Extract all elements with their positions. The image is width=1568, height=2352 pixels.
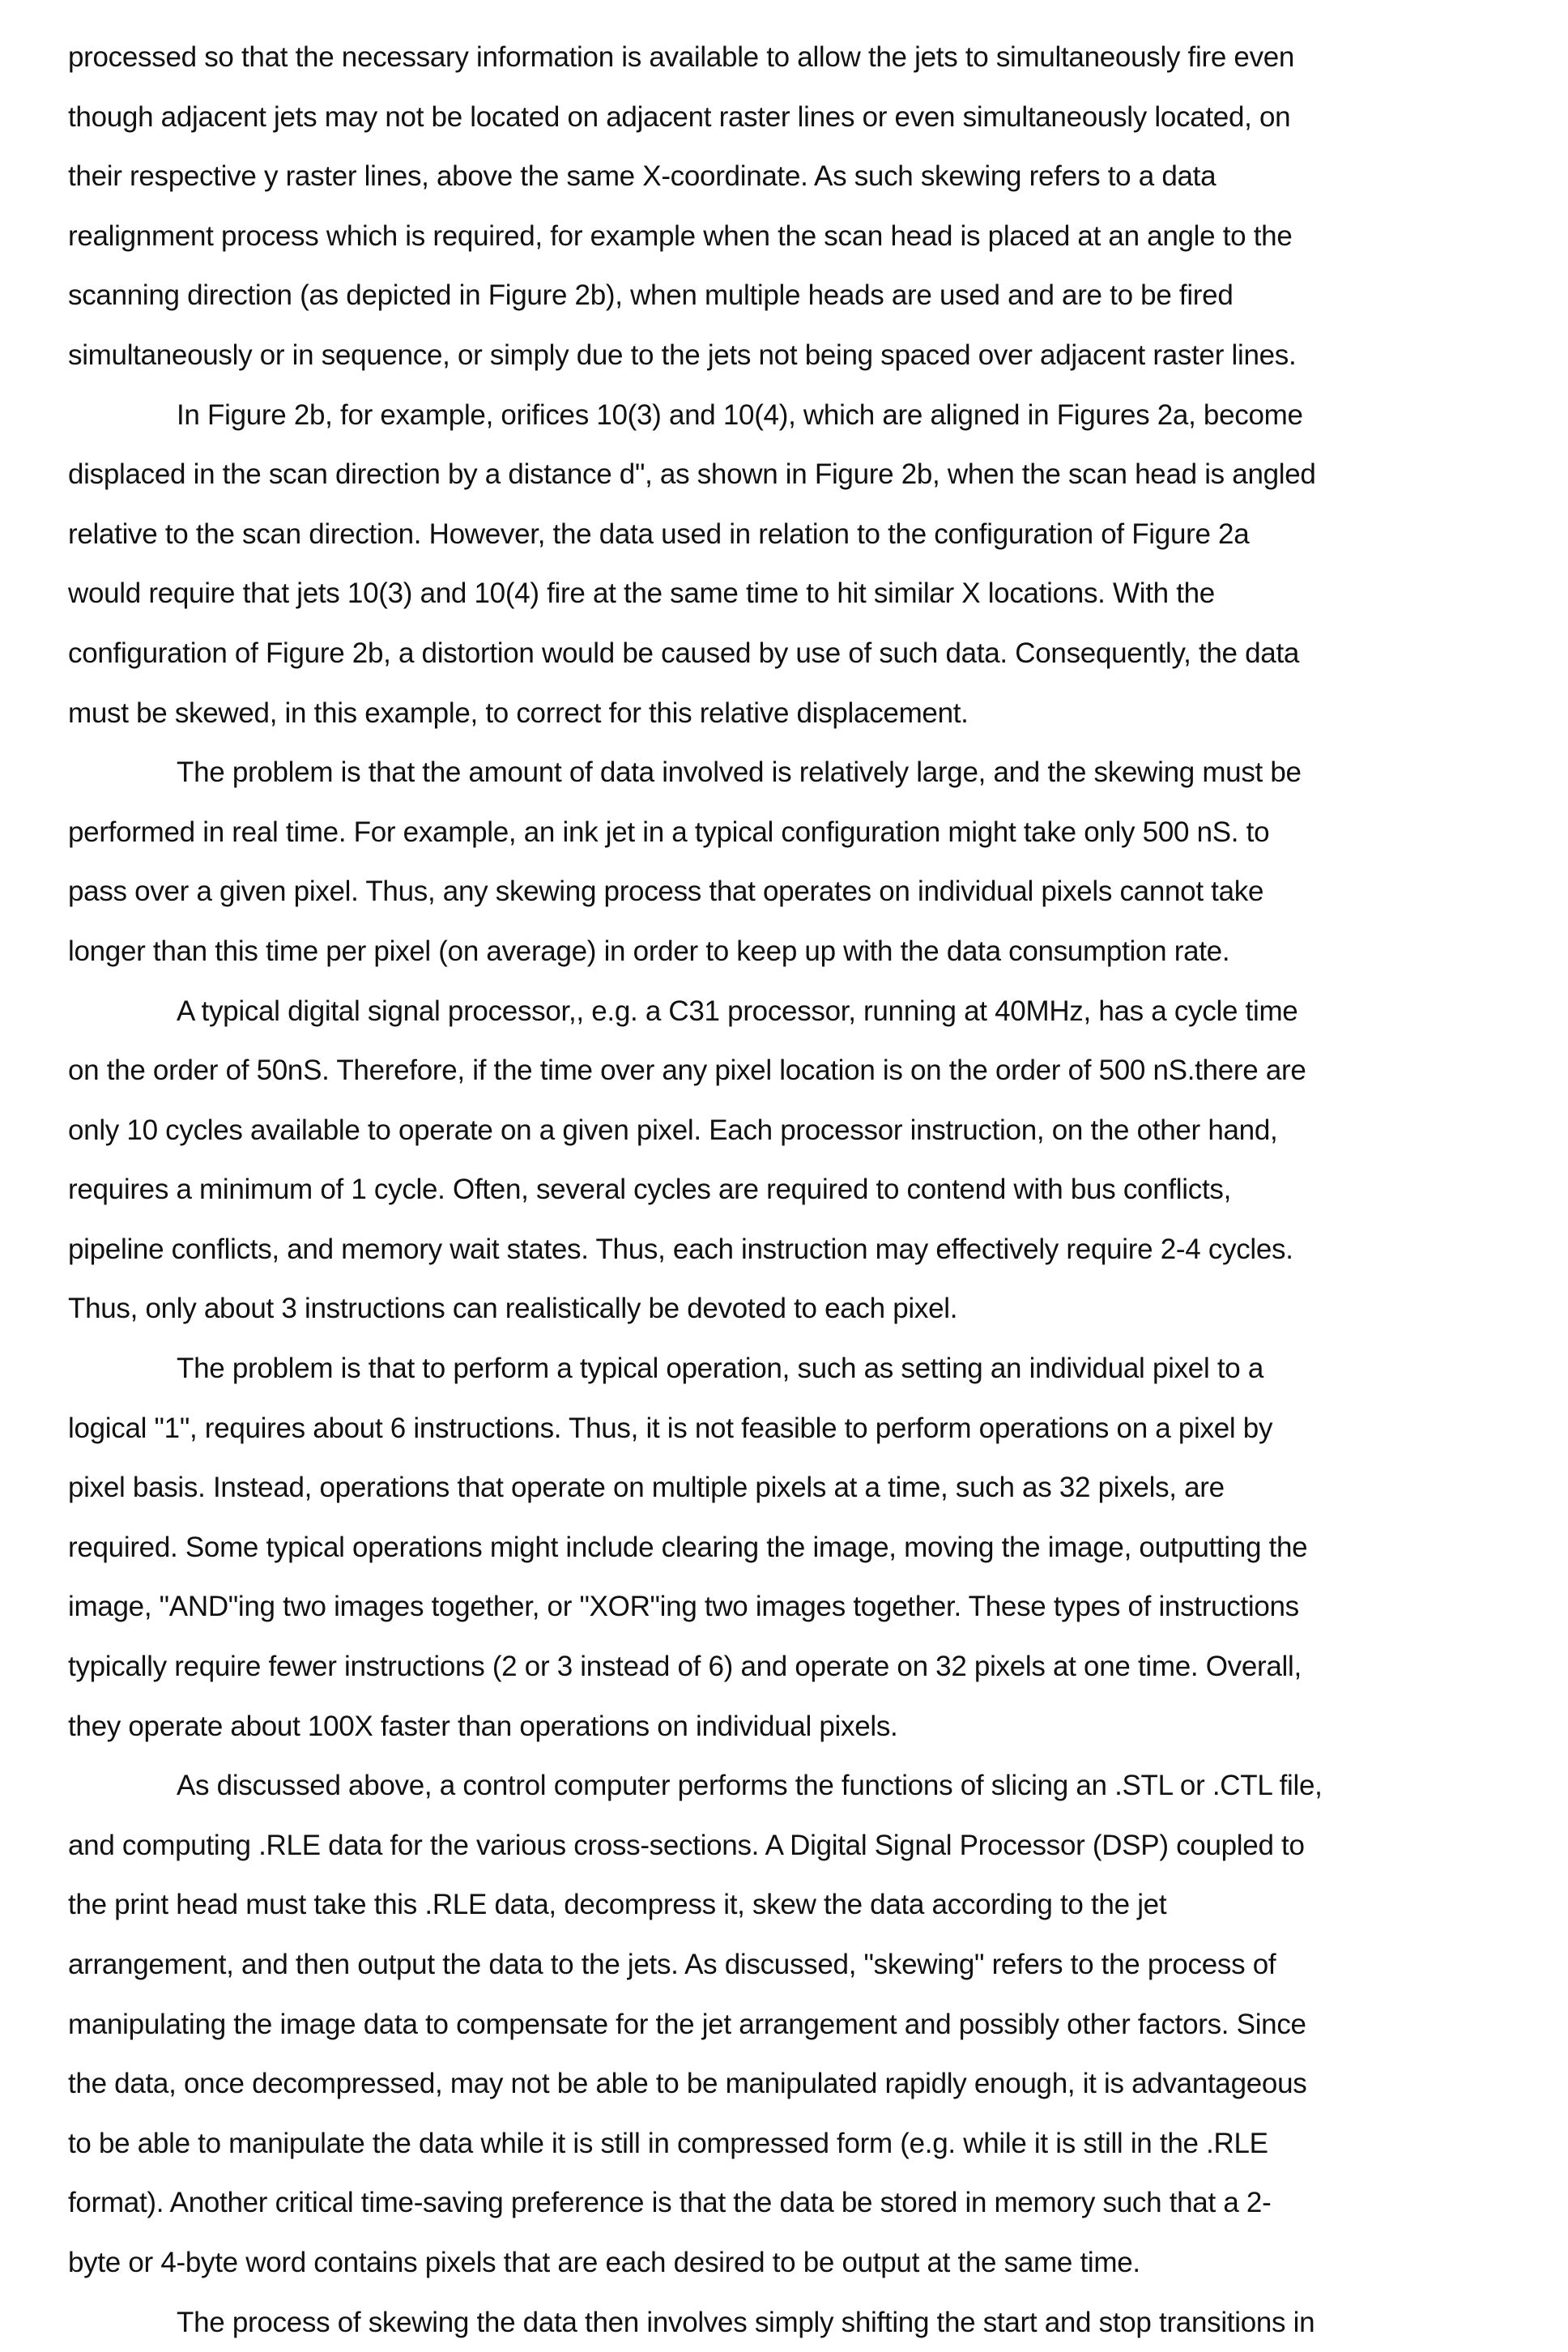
text-line: performed in real time. For example, an ink jet in a typical configuration might take only 500 nS. to	[68, 803, 1526, 863]
text-line: pipeline conflicts, and memory wait states. Thus, each instruction may effectively require 2-4 cycles.	[68, 1220, 1526, 1280]
text-line: simultaneously or in sequence, or simply due to the jets not being spaced over adjacent raster lines.	[68, 326, 1526, 386]
paragraph	[68, 982, 1526, 1340]
text-line: processed so that the necessary information is available to allow the jets to simultaneously fire even	[68, 28, 1526, 87]
document-body	[68, 28, 1526, 2352]
text-line: The process of skewing the data then involves simply shifting the start and stop transitions in	[68, 2293, 1526, 2352]
text-line: required. Some typical operations might include clearing the image, moving the image, outputting the	[68, 1518, 1526, 1578]
text-line: arrangement, and then output the data to the jets. As discussed, "skewing" refers to the process of	[68, 1935, 1526, 1995]
text-line: pass over a given pixel. Thus, any skewing process that operates on individual pixels cannot take	[68, 862, 1526, 922]
text-line: on the order of 50nS. Therefore, if the time over any pixel location is on the order of 500 nS.there are	[68, 1041, 1526, 1101]
text-line: image, "AND"ing two images together, or "XOR"ing two images together. These types of instructions	[68, 1577, 1526, 1637]
paragraph	[68, 1756, 1526, 2292]
text-line: manipulating the image data to compensate for the jet arrangement and possibly other factors. Since	[68, 1995, 1526, 2055]
paragraph	[68, 28, 1526, 386]
text-line: must be skewed, in this example, to correct for this relative displacement.	[68, 684, 1526, 744]
text-line: As discussed above, a control computer performs the functions of slicing an .STL or .CTL file,	[68, 1756, 1526, 1816]
text-line: relative to the scan direction. However, the data used in relation to the configuration of Figure 2a	[68, 505, 1526, 565]
text-line: Thus, only about 3 instructions can realistically be devoted to each pixel.	[68, 1279, 1526, 1339]
text-line: would require that jets 10(3) and 10(4) fire at the same time to hit similar X locations. With the	[68, 564, 1526, 624]
text-line: pixel basis. Instead, operations that operate on multiple pixels at a time, such as 32 pixels, are	[68, 1458, 1526, 1518]
paragraph	[68, 2293, 1526, 2352]
text-line: though adjacent jets may not be located on adjacent raster lines or even simultaneously located, on	[68, 87, 1526, 147]
text-line: A typical digital signal processor,, e.g. a C31 processor, running at 40MHz, has a cycle time	[68, 982, 1526, 1042]
text-line: longer than this time per pixel (on average) in order to keep up with the data consumption rate.	[68, 922, 1526, 982]
text-line: configuration of Figure 2b, a distortion would be caused by use of such data. Consequently, the data	[68, 624, 1526, 684]
text-line: and computing .RLE data for the various cross-sections. A Digital Signal Processor (DSP) coupled to	[68, 1816, 1526, 1876]
text-line: they operate about 100X faster than operations on individual pixels.	[68, 1697, 1526, 1757]
text-line: The problem is that the amount of data involved is relatively large, and the skewing must be	[68, 743, 1526, 803]
text-line: realignment process which is required, for example when the scan head is placed at an angle to the	[68, 207, 1526, 266]
text-line: requires a minimum of 1 cycle. Often, several cycles are required to contend with bus conflicts,	[68, 1160, 1526, 1220]
text-line: format). Another critical time-saving preference is that the data be stored in memory such that a 2-	[68, 2173, 1526, 2233]
text-line: only 10 cycles available to operate on a given pixel. Each processor instruction, on the other hand,	[68, 1101, 1526, 1161]
text-line: The problem is that to perform a typical operation, such as setting an individual pixel to a	[68, 1339, 1526, 1399]
text-line: typically require fewer instructions (2 or 3 instead of 6) and operate on 32 pixels at one time. Overall,	[68, 1637, 1526, 1697]
paragraph	[68, 1339, 1526, 1756]
text-line: logical "1", requires about 6 instructions. Thus, it is not feasible to perform operations on a pixel by	[68, 1399, 1526, 1459]
paragraph	[68, 386, 1526, 744]
text-line: scanning direction (as depicted in Figure 2b), when multiple heads are used and are to be fired	[68, 266, 1526, 326]
paragraph	[68, 743, 1526, 981]
text-line: to be able to manipulate the data while it is still in compressed form (e.g. while it is still in the .RLE	[68, 2114, 1526, 2174]
text-line: displaced in the scan direction by a distance d", as shown in Figure 2b, when the scan head is angled	[68, 445, 1526, 505]
text-line: the data, once decompressed, may not be able to be manipulated rapidly enough, it is advantageous	[68, 2054, 1526, 2114]
text-line: their respective y raster lines, above the same X-coordinate. As such skewing refers to a data	[68, 147, 1526, 207]
text-line: byte or 4-byte word contains pixels that are each desired to be output at the same time.	[68, 2233, 1526, 2293]
text-line: the print head must take this .RLE data, decompress it, skew the data according to the jet	[68, 1875, 1526, 1935]
text-line: In Figure 2b, for example, orifices 10(3) and 10(4), which are aligned in Figures 2a, become	[68, 386, 1526, 445]
